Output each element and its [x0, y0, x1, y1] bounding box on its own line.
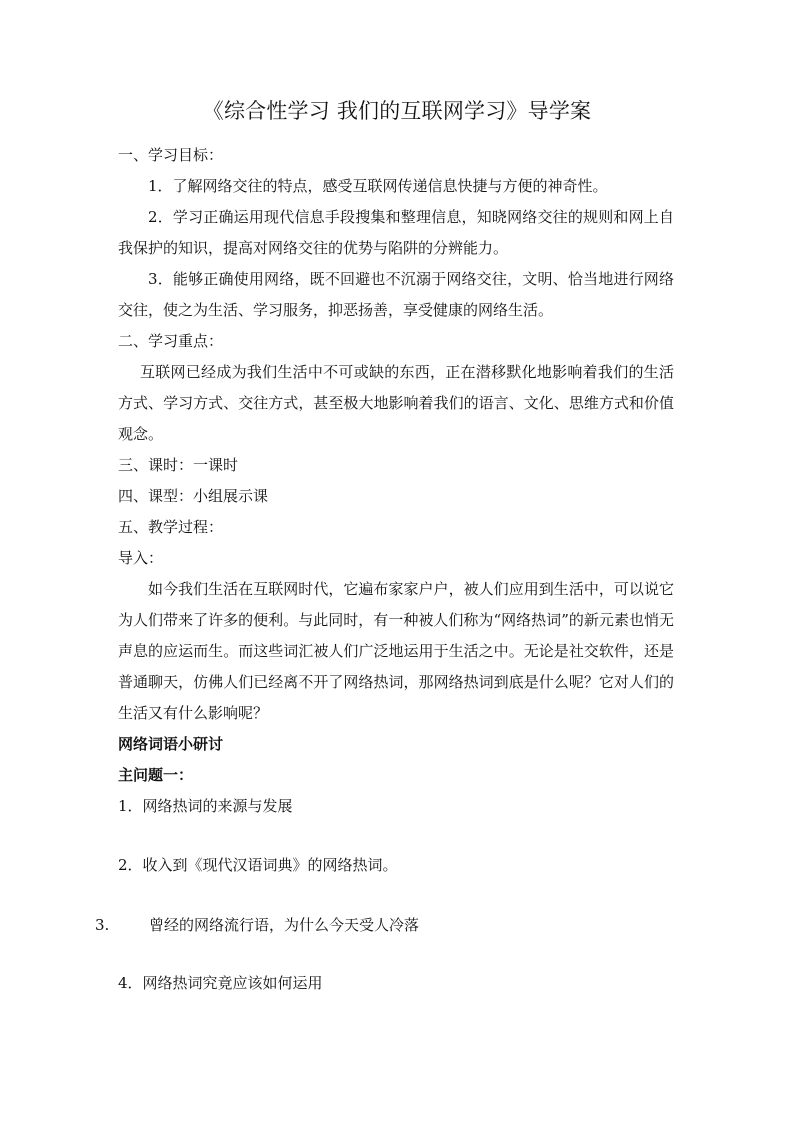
question-item-3-number: 3. — [95, 916, 110, 934]
section-heading-focus: 二、学习重点： — [118, 332, 224, 350]
intro-label: 导入： — [118, 549, 164, 567]
section-heading-periods: 三、课时：一课时 — [118, 456, 239, 474]
goal-item-2: 2．学习正确运用现代信息手段搜集和整理信息，知晓网络交往的规则和网上自我保护的知识，提高对网络交往的优势与陷阱的分辨能力。 — [118, 208, 674, 257]
goal-item-1: 1．了解网络交往的特点，感受互联网传递信息快捷与方便的神奇性。 — [148, 177, 608, 195]
page-title: 《综合性学习 我们的互联网学习》导学案 — [202, 99, 592, 123]
question-item-2: 2．收入到《现代汉语词典》的网络热词。 — [118, 856, 398, 874]
focus-paragraph: 互联网已经成为我们生活中不可或缺的东西，正在潜移默化地影响着我们的生活方式、学习方式、交往方式，甚至极大地影响着我们的语言、文化、思维方式和价值观念。 — [118, 363, 674, 443]
question-item-4: 4．网络热词究竟应该如何运用 — [118, 974, 323, 992]
question-item-1: 1．网络热词的来源与发展 — [118, 797, 293, 815]
seminar-heading: 网络词语小研讨 — [118, 735, 224, 753]
section-heading-process: 五、教学过程： — [118, 518, 224, 536]
goal-item-3: 3．能够正确使用网络，既不回避也不沉溺于网络交往，文明、恰当地进行网络交往，使之为生活、学习服务，抑恶扬善，享受健康的网络生活。 — [118, 270, 674, 319]
intro-paragraph: 如今我们生活在互联网时代，它遍布家家户户，被人们应用到生活中，可以说它为人们带来了许多的便利。与此同时，有一种被人们称为“网络热词”的新元素也悄无声息的应运而生。而这些词汇被人们广泛地运用于生活之中。无论是社交软件，还是普通聊天，仿佛人们已经离不开了网络热词，那网络热词到底是什么呢？它对人们的生活又有什么影响呢？ — [118, 580, 674, 722]
section-heading-goals: 一、学习目标： — [118, 146, 224, 164]
section-heading-lesson-type: 四、课型：小组展示课 — [118, 487, 269, 505]
question-item-3: 曾经的网络流行语，为什么今天受人冷落 — [149, 916, 420, 934]
topic-heading: 主问题一： — [118, 766, 194, 784]
